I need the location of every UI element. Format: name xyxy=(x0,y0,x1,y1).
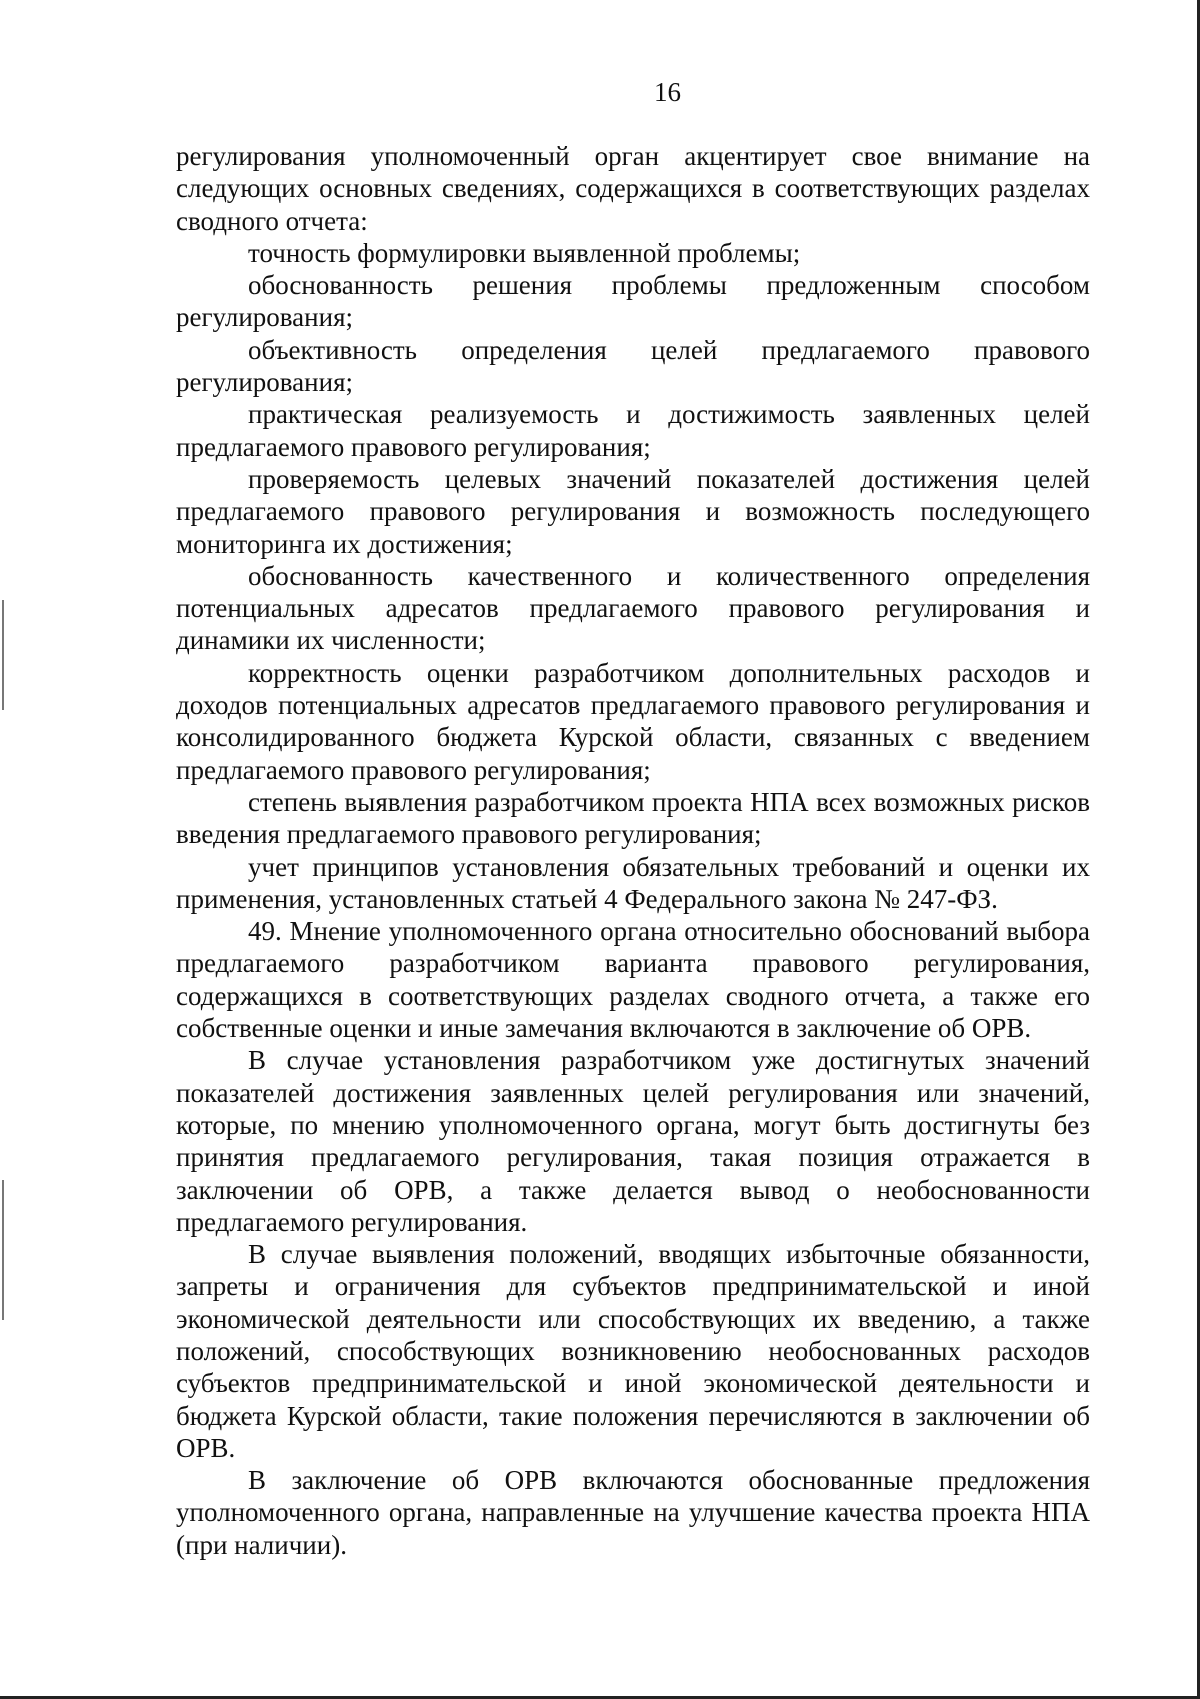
paragraph: степень выявления разработчиком проекта НПА всех возможных рисков введения предлагаемого правового регулирования; xyxy=(176,786,1090,850)
paragraph: точность формулировки выявленной проблемы; xyxy=(248,237,801,268)
paragraph: обоснованность качественного и количественного определения потенциальных адресатов предлагаемого правового регулирования и динамики их численности; xyxy=(176,560,1090,656)
paragraph: В случае установления разработчиком уже достигнутых значений показателей достижения заявленных целей регулирования или значений, которые, по мнению уполномоченного органа, могут быть достигнуты без принятия предлагаемого регулирования, такая позиция отражается в заключении об ОРВ, а также делается вывод о необоснованности предлагаемого регулирования. xyxy=(176,1045,1090,1237)
paragraph: обоснованность решения проблемы предложенным способом регулирования; xyxy=(176,270,1090,333)
paragraph: объективность определения целей предлагаемого правового регулирования; xyxy=(176,334,1090,398)
paragraph: регулирования уполномоченный орган акцентирует свое внимание на следующих основных сведениях, содержащихся в соответствующих разделах сводного отчета: xyxy=(176,141,1090,236)
paragraph: учет принципов установления обязательных требований и оценки их применения, установленных статьей 4 Федерального закона № 247-ФЗ. xyxy=(176,851,1090,914)
paragraph: корректность оценки разработчиком дополнительных расходов и доходов потенциальных адресатов предлагаемого правового регулирования и консолидированного бюджета Курской области, связанных с введением предлагаемого правового регулирования; xyxy=(176,657,1090,785)
paragraph: 49. Мнение уполномоченного органа относительно обоснований выбора предлагаемого разработчиком варианта правового регулирования, содержащихся в соответствующих разделах сводного отчета, а также его собственные оценки и иные замечания включаются в заключение об ОРВ. xyxy=(176,916,1090,1044)
document-body xyxy=(176,140,1090,1561)
paragraph: практическая реализуемость и достижимость заявленных целей предлагаемого правового регулирования; xyxy=(176,399,1090,462)
paragraph: проверяемость целевых значений показателей достижения целей предлагаемого правового регулирования и возможность последующего мониторинга их достижения; xyxy=(176,463,1090,559)
page-number: 16 xyxy=(654,77,681,107)
scan-edge-mark xyxy=(2,600,4,710)
paragraph: В случае выявления положений, вводящих избыточные обязанности, запреты и ограничения для субъектов предпринимательской и иной экономической деятельности или способствующих их введению, а также положений, способствующих возникновению необоснованных расходов субъектов предпринимательской и иной экономической деятельности и бюджета Курской области, такие положения перечисляются в заключении об ОРВ. xyxy=(176,1239,1090,1463)
scan-edge-mark xyxy=(2,1180,4,1320)
paragraph: В заключение об ОРВ включаются обоснованные предложения уполномоченного органа, направленные на улучшение качества проекта НПА (при наличии). xyxy=(176,1465,1090,1560)
